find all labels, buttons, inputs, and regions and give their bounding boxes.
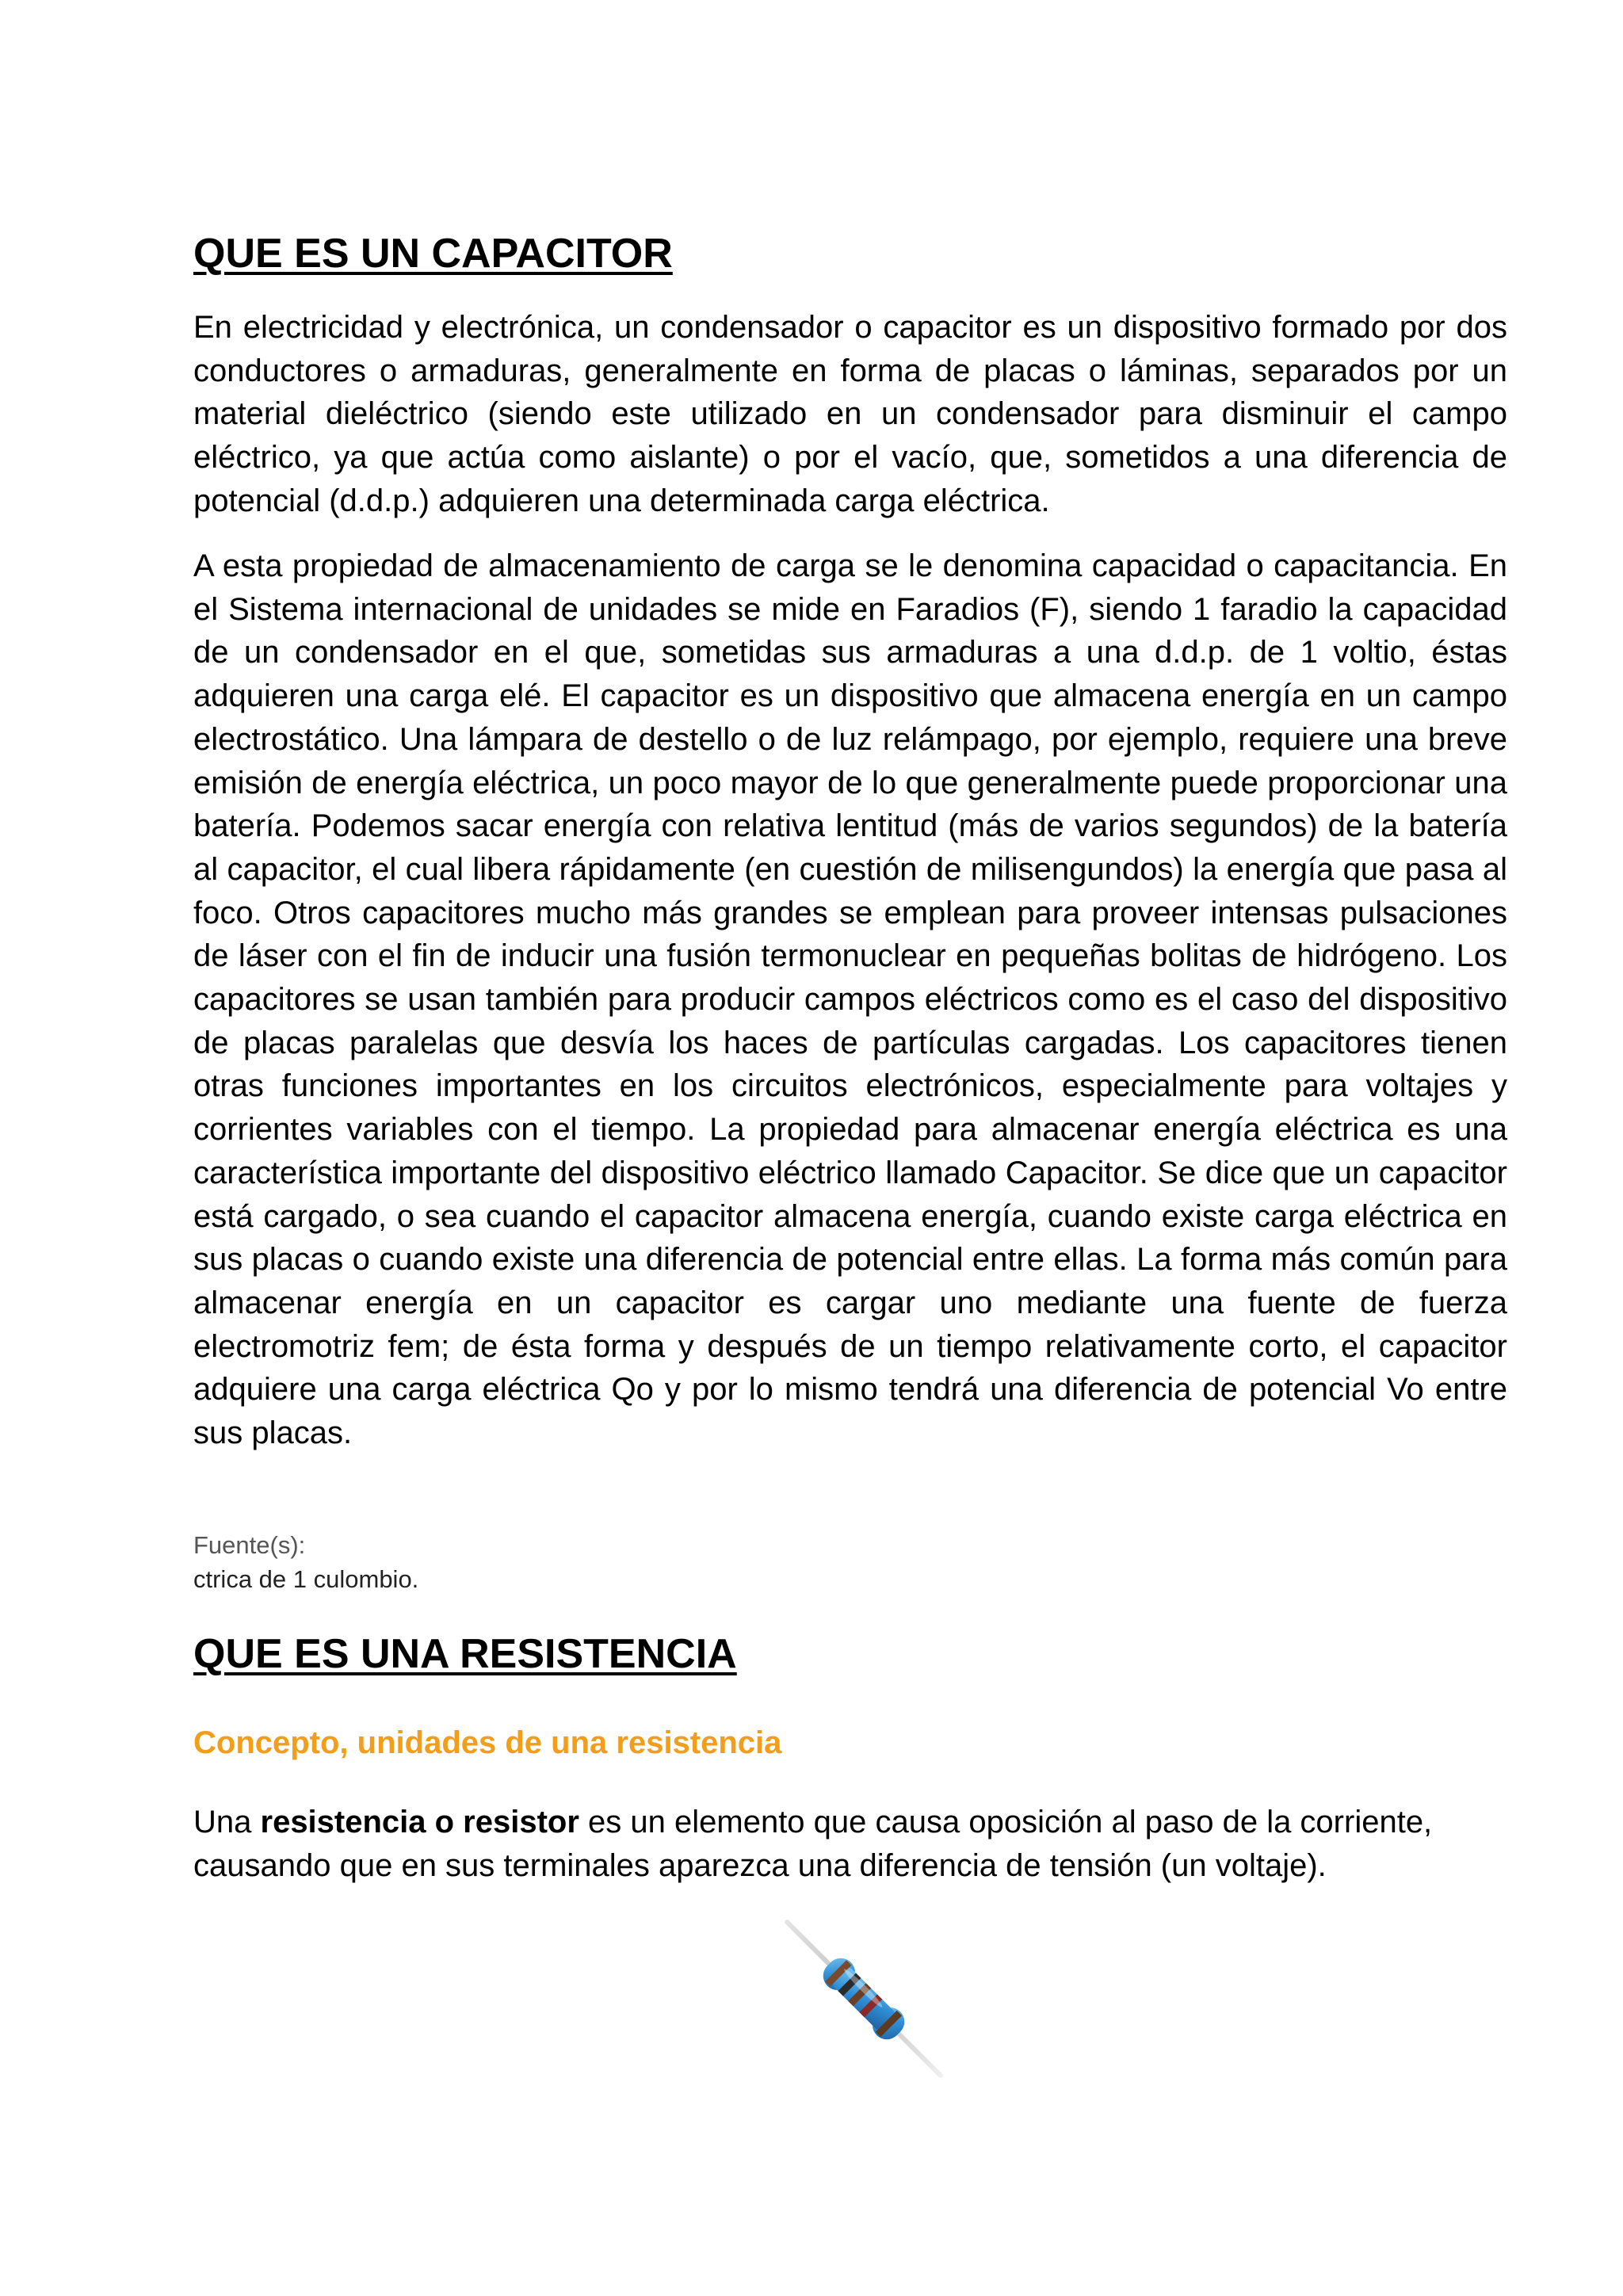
sources-value: ctrica de 1 culombio.: [193, 1565, 419, 1593]
resistencia-subtitle: Concepto, unidades de una resistencia: [193, 1725, 782, 1760]
capacitor-paragraph-1: En electricidad y electrónica, un condensador o capacitor es un dispositivo formado por dos conductores o armaduras, generalmente en forma de placas o láminas, separados por un material dieléctrico (siendo este utilizado en un condensador para disminuir el campo eléctrico, ya que actúa como aislante) o por el vacío, que, sometidos a una diferencia de potencial (d.d.p.) adquieren una determinada carga eléctrica.: [193, 310, 1507, 518]
resistor-image: [777, 1912, 951, 2086]
sources-label: Fuente(s):: [193, 1531, 306, 1559]
capacitor-heading: QUE ES UN CAPACITOR: [193, 231, 673, 277]
resistor-icon: [777, 1912, 951, 2086]
sources-block: [193, 1528, 418, 1596]
paragraph-line1-rest: es un elemento que causa oposición al paso de la corriente,: [579, 1805, 1433, 1839]
resistencia-paragraph: [193, 1801, 1507, 1887]
resistencia-heading: QUE ES UNA RESISTENCIA: [193, 1631, 737, 1677]
capacitor-paragraph-2: A esta propiedad de almacenamiento de carga se le denomina capacidad o capacitancia. En el Sistema internacional de unidades se mide en Faradios (F), siendo 1 faradio la capacidad de un condensador en el que, sometidas sus armaduras a una d.d.p. de 1 voltio, éstas adquieren una carga elé. El capacitor es un dispositivo que almacena energía en un campo electrostático. Una lámpara de destello o de luz relámpago, por ejemplo, requiere una breve emisión de energía eléctrica, un poco mayor de lo que generalmente puede proporcionar una batería. Podemos sacar energía con relativa lentitud (más de varios segundos) de la batería al capacitor, el cual libera rápidamente (en cuestión de milisengundos) la energía que pasa al foco. Otros capacitores mucho más grandes se emplean para proveer intensas pulsaciones de láser con el fin de inducir una fusión termonuclear en pequeñas bolitas de hidrógeno. Los capacitores se usan también para producir campos eléctricos como es el caso del dispositivo de placas paralelas que desvía los haces de partículas cargadas. Los capacitores tienen otras funciones importantes en los circuitos electrónicos, especialmente para voltajes y corrientes variables con el tiempo. La propiedad para almacenar energía eléctrica es una característica importante del dispositivo eléctrico llamado Capacitor. Se dice que un capacitor está cargado, o sea cuando el capacitor almacena energía, cuando existe carga eléctrica en sus placas o cuando existe una diferencia de potencial entre ellas. La forma más común para almacenar energía en un capacitor es cargar uno mediante una fuente de fuerza electromotriz fem; de ésta forma y después de un tiempo relativamente corto, el capacitor adquiere una carga eléctrica Qo y por lo mismo tendrá una diferencia de potencial Vo entre sus placas.: [193, 548, 1507, 1451]
paragraph-bold-term: resistencia o resistor: [260, 1805, 579, 1839]
paragraph-line2: causando que en sus terminales aparezca una diferencia de tensión (un voltaje).: [193, 1847, 1327, 1883]
paragraph-prefix: Una: [193, 1805, 261, 1839]
